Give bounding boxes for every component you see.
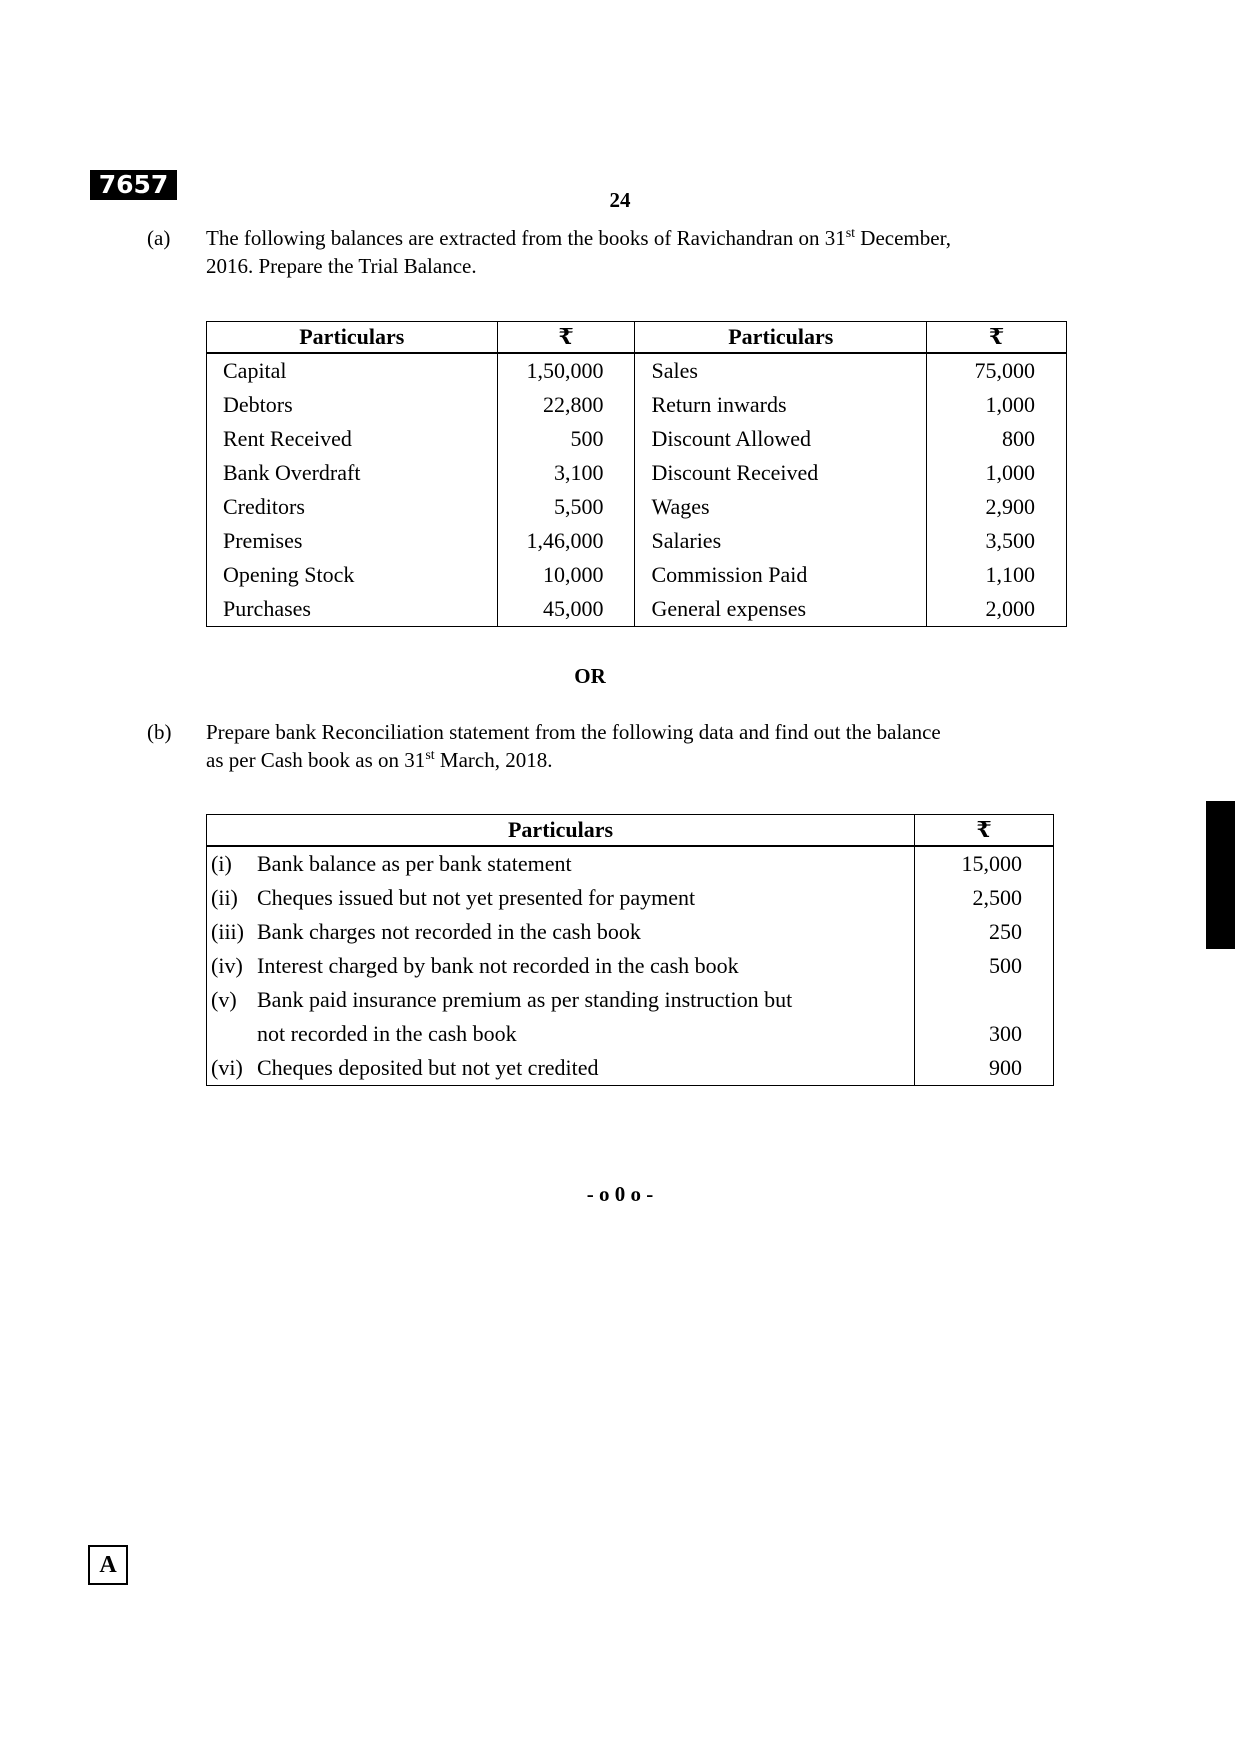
header-particulars-left: Particulars (207, 322, 498, 354)
header-particulars-right: Particulars (635, 322, 927, 354)
account-name: Bank Overdraft (223, 460, 361, 485)
table-row (207, 388, 1067, 422)
item-text: Interest charged by bank not recorded in the cash book (257, 953, 739, 978)
question-a-line-2: 2016. Prepare the Trial Balance. (206, 254, 477, 278)
table-row (207, 949, 1054, 983)
header-rupee: ₹ (915, 815, 1054, 847)
item-description (207, 949, 915, 983)
item-amount: 15,000 (915, 846, 1054, 881)
account-amount: 500 (497, 422, 635, 456)
item-amount: 500 (915, 949, 1054, 983)
item-description (207, 1051, 915, 1086)
item-description (207, 983, 915, 1017)
account-amount: 800 (927, 422, 1067, 456)
account-name: Wages (635, 490, 927, 524)
account-name: Creditors (223, 494, 305, 519)
bank-reconciliation-table (206, 814, 1054, 1086)
account-name: Salaries (635, 524, 927, 558)
question-a-line-1: The following balances are extracted from the books of Ravichandran on 31st December, (206, 226, 951, 250)
account-amount: 1,46,000 (497, 524, 635, 558)
item-amount: 2,500 (915, 881, 1054, 915)
item-number: (iii) (211, 919, 244, 944)
table-row (207, 422, 1067, 456)
table-row (207, 558, 1067, 592)
header-rupee-right: ₹ (927, 322, 1067, 354)
item-number: (iv) (211, 953, 243, 978)
account-amount: 2,000 (927, 592, 1067, 627)
account-amount: 75,000 (927, 353, 1067, 388)
account-amount: 3,500 (927, 524, 1067, 558)
page-number: 24 (609, 188, 631, 212)
paper-version-box: A (88, 1545, 128, 1585)
item-amount: 900 (915, 1051, 1054, 1086)
account-name: Discount Received (635, 456, 927, 490)
table-row (207, 983, 1054, 1017)
table-row (207, 524, 1067, 558)
account-amount: 1,000 (927, 456, 1067, 490)
account-name: Return inwards (635, 388, 927, 422)
trial-balance-table (206, 321, 1067, 627)
table-row (207, 456, 1067, 490)
account-amount: 2,900 (927, 490, 1067, 524)
account-name: General expenses (635, 592, 927, 627)
account-name: Purchases (223, 596, 311, 621)
item-description (207, 846, 915, 881)
account-amount: 45,000 (497, 592, 635, 627)
account-amount: 1,000 (927, 388, 1067, 422)
item-description (207, 881, 915, 915)
item-description (207, 1017, 915, 1051)
item-text: Bank balance as per bank statement (257, 851, 572, 876)
question-b-line-1: Prepare bank Reconciliation statement from the following data and find out the balance (206, 720, 941, 744)
paper-code-badge: 7657 (90, 170, 177, 200)
question-a-label: (a) (147, 226, 171, 250)
trial-balance-header-row (207, 322, 1067, 354)
item-text: Bank paid insurance premium as per standing instruction but (257, 987, 793, 1012)
item-description (207, 915, 915, 949)
header-rupee-left: ₹ (497, 322, 635, 354)
account-name: Capital (223, 358, 287, 383)
account-name: Debtors (223, 392, 293, 417)
table-row (207, 1017, 1054, 1051)
side-edge-bar (1206, 801, 1235, 949)
table-row (207, 881, 1054, 915)
account-amount: 10,000 (497, 558, 635, 592)
question-b-label: (b) (147, 720, 172, 744)
bank-reconciliation-header-row (207, 815, 1054, 847)
question-a-text (206, 224, 1106, 280)
account-amount: 1,100 (927, 558, 1067, 592)
item-text: Bank charges not recorded in the cash book (257, 919, 641, 944)
account-name: Premises (223, 528, 303, 553)
end-of-paper-mark: - o 0 o - (586, 1182, 654, 1206)
account-name: Discount Allowed (635, 422, 927, 456)
item-amount: 250 (915, 915, 1054, 949)
header-particulars: Particulars (207, 815, 915, 847)
account-amount: 5,500 (497, 490, 635, 524)
account-amount: 22,800 (497, 388, 635, 422)
table-row (207, 915, 1054, 949)
item-number: (v) (211, 987, 237, 1012)
account-name: Commission Paid (635, 558, 927, 592)
item-text: Cheques deposited but not yet credited (257, 1055, 599, 1080)
table-row (207, 353, 1067, 388)
item-text: Cheques issued but not yet presented for payment (257, 885, 696, 910)
table-row (207, 1051, 1054, 1086)
account-name: Opening Stock (223, 562, 355, 587)
table-row (207, 490, 1067, 524)
account-amount: 1,50,000 (497, 353, 635, 388)
item-number: (ii) (211, 885, 238, 910)
account-amount: 3,100 (497, 456, 635, 490)
item-number: (vi) (211, 1055, 243, 1080)
item-number: (i) (211, 851, 232, 876)
account-name: Rent Received (223, 426, 352, 451)
item-text: not recorded in the cash book (257, 1021, 517, 1046)
or-separator: OR (574, 664, 606, 688)
question-b-line-2: as per Cash book as on 31st March, 2018. (206, 748, 553, 772)
item-amount: 300 (915, 1017, 1054, 1051)
table-row (207, 846, 1054, 881)
account-name: Sales (635, 353, 927, 388)
table-row (207, 592, 1067, 627)
question-b-text (206, 718, 1106, 774)
item-amount (915, 983, 1054, 1017)
